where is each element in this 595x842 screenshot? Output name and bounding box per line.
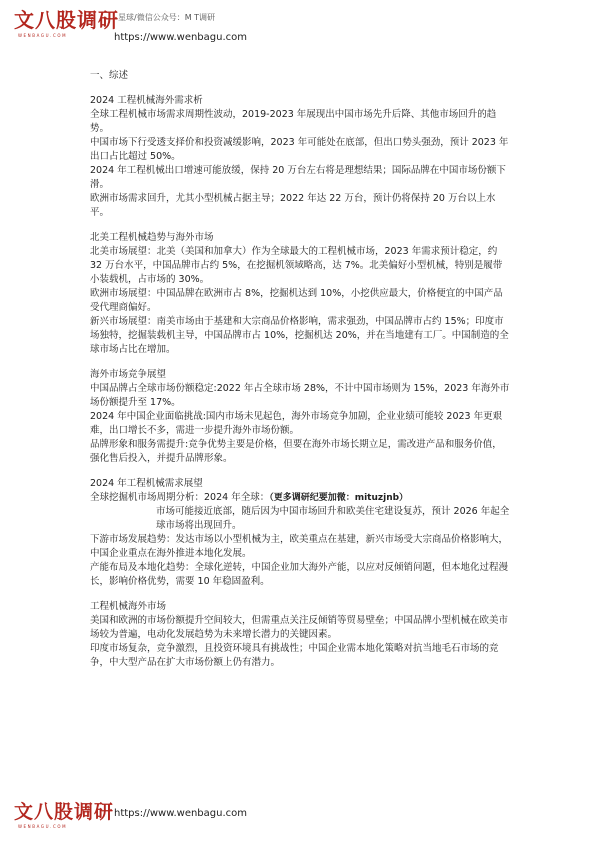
section-title: 2024 年工程机械需求展望 [90, 478, 203, 489]
paragraph: 新兴市场展望：南美市场由于基建和大宗商品价格影响，需求强劲，中国品牌市占约 15%；印度市场独特，挖掘装载机主导，中国品牌市占 10%，挖掘机达 20%，并在当地建有工厂。中国制造的全球市场占比在增加。 [90, 316, 509, 355]
section-title: 2024 工程机械海外需求析 [90, 95, 203, 106]
brand-logo-subtitle: WENBAGU.COM [18, 824, 68, 829]
section-title: 海外市场竞争展望 [90, 369, 167, 380]
page-header [14, 8, 584, 48]
paragraph: 美国和欧洲的市场份额提升空间较大，但需重点关注反倾销等贸易壁垒；中国品牌小型机械在欧美市场较为普遍，电动化发展趋势为未来增长潜力的关键因素。 [90, 615, 509, 640]
document-body [90, 69, 510, 681]
section-title: 工程机械海外市场 [90, 601, 167, 612]
brand-logo: 文八股调研 [14, 8, 119, 32]
paragraph: 全球工程机械市场需求周期性波动，2019-2023 年展现出中国市场先升后降、其他市场回升的趋势。 [90, 109, 497, 134]
section-overseas-demand [90, 94, 510, 220]
brand-logo-subtitle: WENBAGU.COM [18, 33, 68, 38]
paragraph-with-contact [90, 491, 510, 505]
page-footer [14, 800, 584, 832]
section-competition [90, 368, 510, 466]
section-title: 北美工程机械趋势与海外市场 [90, 232, 214, 243]
footer-url-link[interactable]: https://www.wenbagu.com [114, 808, 248, 819]
section-2024-demand [90, 477, 510, 589]
paragraph: 中国市场下行受透支择价和投资减缓影响，2023 年可能处在底部，但出口势头强劲，预计 2023 年出口占比超过 50%。 [90, 137, 509, 162]
paragraph-prefix: 全球挖掘机市场周期分析：2024 年全球： [90, 492, 270, 503]
brand-logo: 文八股调研 [14, 801, 115, 823]
header-url-link[interactable]: https://www.wenbagu.com [114, 32, 248, 43]
paragraph-continued: 市场可能接近底部，随后因为中国市场回升和欧美住宅建设复苏，预计 2026 年起全球市场将出现回升。 [156, 506, 510, 531]
paragraph: 下游市场发展趋势：发达市场以小型机械为主，欧美重点在基建，新兴市场受大宗商品价格影响大，中国企业重点在海外推进本地化发展。 [90, 534, 509, 559]
paragraph: 中国品牌占全球市场份额稳定:2022 年占全球市场 28%，不计中国市场则为 15%，2023 年海外市场份额提升至 17%。 [90, 383, 510, 408]
section-overview [90, 69, 510, 83]
paragraph: 欧洲市场需求回升，尤其小型机械占据主导；2022 年达 22 万台，预计仍将保持 20 万台以上水平。 [90, 193, 496, 218]
paragraph: 品牌形象和服务需提升:竞争优势主要是价格，但要在海外市场长期立足，需改进产品和服务价值，强化售后投入，并提升品牌形象。 [90, 439, 502, 464]
contact-highlight: （更多调研纪要加微：mituzjnb） [269, 493, 409, 503]
paragraph: 产能布局及本地化趋势：全球化逆转，中国企业加大海外产能，以应对反倾销问题，但本地化过程漫长，影响价格优势，需要 10 年稳固盈利。 [90, 562, 509, 587]
header-contact-note: 星球/微信公众号：M T调研 [118, 13, 216, 22]
paragraph: 欧洲市场展望：中国品牌在欧洲市占 8%，挖掘机达到 10%，小挖供应最大，价格便宜的中国产品受代理商偏好。 [90, 288, 503, 313]
paragraph: 2024 年中国企业面临挑战:国内市场未见起色，海外市场竞争加剧，企业业绩可能较 2023 年更艰难，出口增长不多，需进一步提升海外市场份额。 [90, 411, 503, 436]
paragraph: 2024 年工程机械出口增速可能放缓，保持 20 万台左右将是理想结果；国际品牌在中国市场份额下滑。 [90, 165, 506, 190]
section-north-america [90, 231, 510, 357]
paragraph: 北美市场展望：北美（美国和加拿大）作为全球最大的工程机械市场，2023 年需求预计稳定，约 32 万台水平，中国品牌市占约 5%，在挖掘机领域略高，达 7%。北美偏好小型机械，特别是履带小装载机，占市场的 30%。 [90, 246, 503, 285]
section-overseas-markets [90, 600, 510, 670]
section-title-overview: 一、综述 [90, 70, 129, 81]
paragraph: 印度市场复杂，竞争激烈，且投资环境具有挑战性；中国企业需本地化策略对抗当地毛石市场的竞争，中大型产品在扩大市场份额上仍有潜力。 [90, 643, 499, 668]
